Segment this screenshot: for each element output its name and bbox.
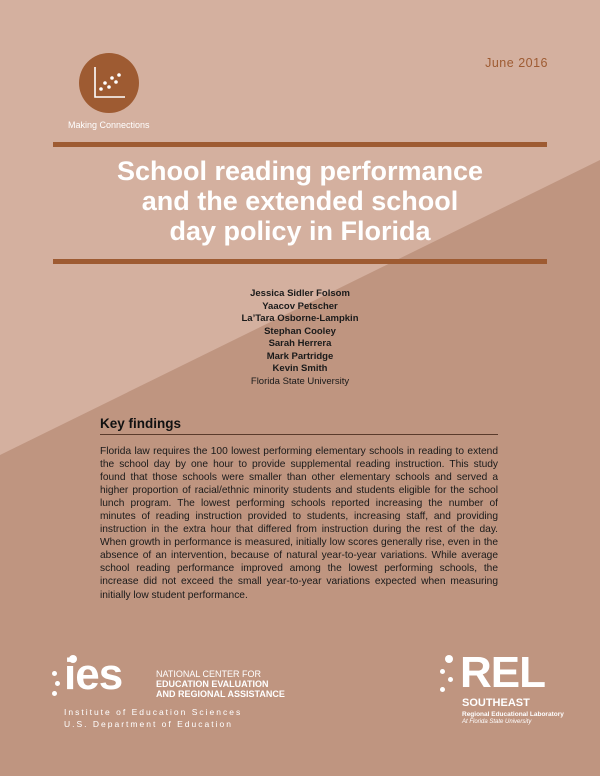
author-name: Mark Partridge [266,350,334,362]
publication-date: June 2016 [485,56,548,70]
ies-institute: Institute of Education Sciences [64,707,243,717]
ies-center-line: EDUCATION EVALUATION [156,679,269,689]
report-title [53,156,547,246]
title-line: and the extended school [141,186,459,216]
logo-dot [55,681,60,686]
title-line: day policy in Florida [169,216,431,246]
key-findings-heading: Key findings [100,416,182,431]
ies-wordmark: ies [64,650,123,699]
title-rule-bottom [53,259,547,264]
rel-region: SOUTHEAST [462,697,530,709]
logo-dot [448,677,453,682]
logo-dot [52,691,57,696]
logo-caption: Making Connections [68,120,150,130]
logo-dot [52,671,57,676]
author-name: Yaacov Petscher [262,300,338,312]
author-list [150,288,450,388]
author-affiliation: Florida State University [250,375,350,387]
title-rule-top [53,142,547,147]
ies-center-line: AND REGIONAL ASSISTANCE [156,689,285,699]
key-findings-text: Florida law requires the 100 lowest performing elementary schools in reading to extend the school day by one hour to provide supplemental reading instruction. This study found that those schools were smaller than other elementary schools and served a higher proportion of racial/ethnic minority students and students eligible for the school lunch program. The lowest performing schools reported increasing the number of minutes of reading instruction provided to students, increasing staff, and providing instruction in the extra hour that differed from instruction during the rest of the day. When growth in performance is measured, initially low scores generally rise, even in the absence of an intervention, because of natural year-to-year variations. While average school reading performance improved among the lowest performing schools, the increase did not exceed the small year-to-year variations expected when measuring initially low student performance. [100,446,498,601]
logo-dot [445,655,453,663]
title-line: School reading performance [116,156,484,186]
ies-department: U.S. Department of Education [64,719,233,729]
ies-center-line: NATIONAL CENTER FOR [156,669,262,679]
author-name: Kevin Smith [272,363,328,374]
scatter-chart-icon [79,53,139,113]
author-name: Sarah Herrera [268,338,332,349]
rel-wordmark: REL [460,648,545,697]
author-name: Jessica Sidler Folsom [250,288,350,299]
author-name: Stephan Cooley [264,325,336,337]
rel-host: At Florida State University [462,719,532,725]
rel-lab-name: Regional Educational Laboratory [462,711,564,718]
logo-dot [440,669,445,674]
author-name: La’Tara Osborne-Lampkin [241,313,359,324]
making-connections-logo [79,53,139,113]
logo-dot [440,687,445,692]
key-findings-rule [100,434,498,435]
ies-center-name [156,669,285,699]
